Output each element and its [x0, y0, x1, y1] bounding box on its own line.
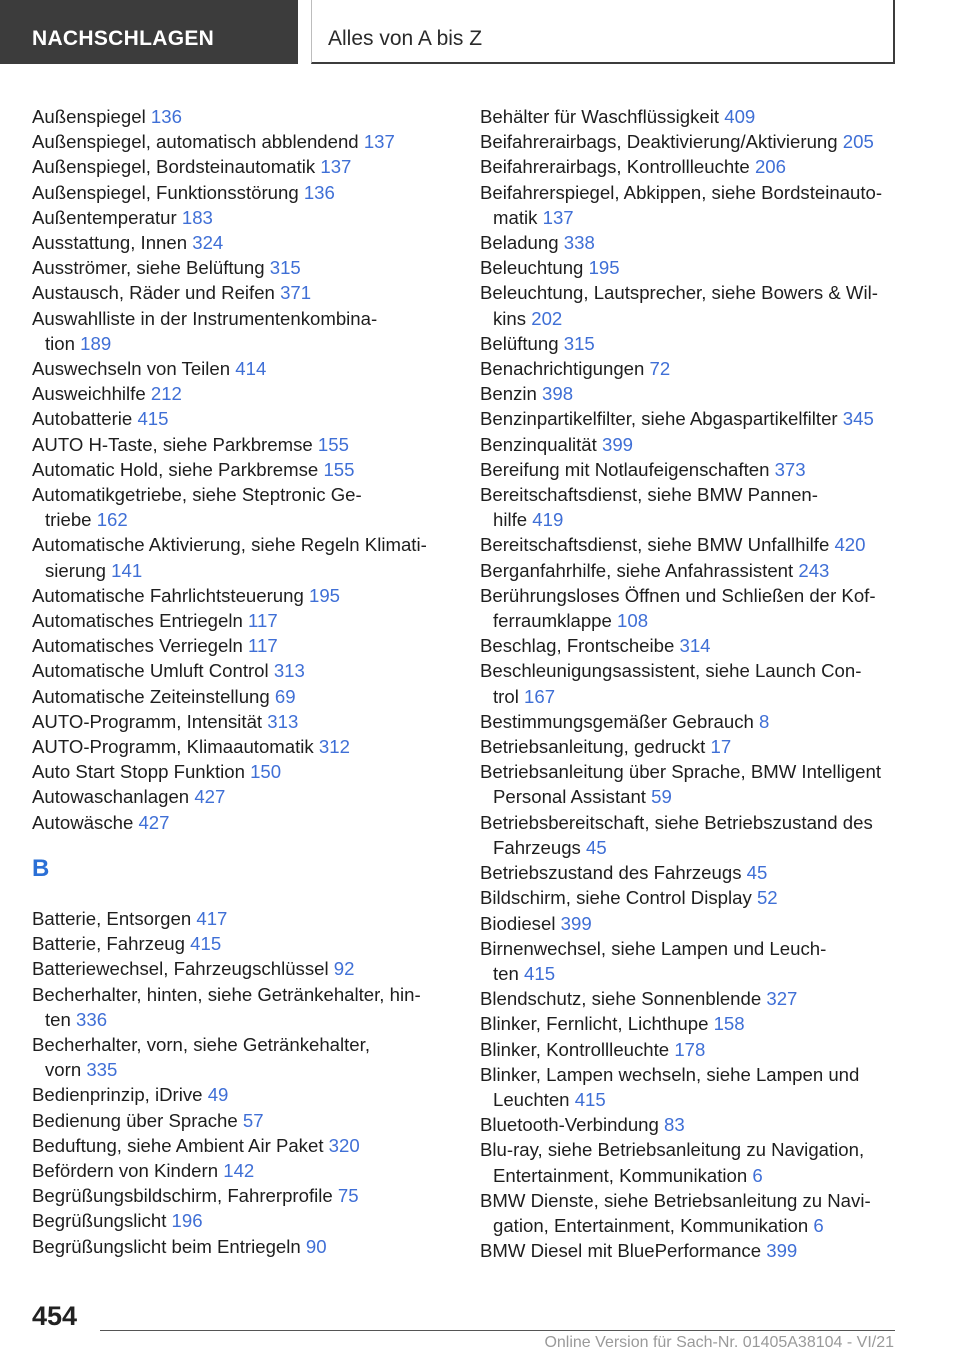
entry-text: Außenspiegel, Funktionsstörung [32, 181, 299, 203]
entry-text: Automatische Zeiteinstellung [32, 685, 270, 707]
page-reference-link[interactable]: 8 [759, 710, 770, 732]
index-entry [32, 230, 442, 255]
page-reference-link[interactable]: 136 [150, 106, 182, 127]
entry-text: Beleuchtung [480, 257, 584, 279]
entry-text: BMW Dienste, siehe Betriebsanleitung zu Navi‐ [480, 1189, 871, 1211]
entry-text: Beschleunigungsassistent, siehe Launch Con‐ [480, 660, 862, 682]
page-reference-link[interactable]: 399 [766, 1240, 798, 1262]
entry-text: Automatische Umluft Control [32, 660, 269, 682]
entry-text: Beduftung, siehe Ambient Air Paket [32, 1134, 324, 1156]
index-entry [32, 482, 442, 532]
entry-text: Automatic Hold, siehe Parkbremse [32, 458, 319, 480]
index-entry [32, 180, 442, 205]
index-entry [480, 911, 900, 936]
entry-text: Beschlag, Frontscheibe [480, 635, 675, 657]
page-reference-link[interactable]: 196 [171, 1210, 203, 1232]
index-entry [32, 759, 442, 784]
entry-text: Benzinqualität [480, 433, 597, 455]
index-entry [32, 1208, 442, 1233]
entry-text: Automatisches Entriegeln [32, 610, 243, 632]
entry-text: Ausstattung, Innen [32, 232, 188, 254]
index-entry [32, 1032, 442, 1082]
page-reference-link[interactable]: 189 [80, 332, 112, 354]
entry-text: Bestimmungsgemäßer Gebrauch [480, 710, 754, 732]
page-reference-link[interactable]: 417 [196, 907, 228, 929]
entry-text: Beifahrerspiegel, Abkippen, siehe Bordsteinauto‐ [480, 181, 883, 203]
entry-text: Beifahrerairbags, Kontrollleuchte [480, 156, 750, 178]
entry-text: Bereitschaftsdienst, siehe BMW Unfallhilfe [480, 534, 830, 556]
page-reference-link[interactable]: 415 [137, 408, 169, 430]
page-reference-link[interactable]: 167 [524, 685, 556, 707]
page-reference-link[interactable]: 158 [713, 1013, 745, 1035]
page-reference-link[interactable]: 414 [235, 358, 267, 380]
page-reference-link[interactable]: 108 [617, 610, 649, 632]
page-reference-link[interactable]: 427 [194, 786, 226, 808]
entry-text: Bedienprinzip, iDrive [32, 1084, 203, 1106]
page-reference-link[interactable]: 336 [76, 1008, 108, 1030]
entry-text: Betriebszustand des Fahrzeugs [480, 862, 742, 884]
entry-text-continued: gation, Entertainment, Kommunikation [493, 1214, 809, 1236]
index-entry [480, 129, 900, 154]
page-reference-link[interactable]: 137 [320, 156, 352, 178]
index-entry [480, 432, 900, 457]
index-entry [32, 956, 442, 981]
entry-text: Autobatterie [32, 408, 133, 430]
index-entry [480, 1062, 900, 1112]
page-reference-link[interactable]: 162 [96, 509, 128, 531]
page-title: Alles von A bis Z [328, 27, 483, 50]
entry-text: Autowaschanlagen [32, 786, 190, 808]
index-entry [480, 230, 900, 255]
entry-text: Benzinpartikelfilter, siehe Abgaspartikelfilter [480, 408, 838, 430]
page-reference-link[interactable]: 320 [328, 1134, 360, 1156]
page-reference-link[interactable]: 155 [317, 433, 349, 455]
index-entry [480, 331, 900, 356]
entry-text: Blinker, Fernlicht, Lichthupe [480, 1013, 709, 1035]
index-column-left [32, 104, 442, 1259]
index-entry [480, 759, 900, 809]
entry-text: Blu-ray, siehe Betriebsanleitung zu Navigation, [480, 1139, 865, 1161]
index-entry [32, 709, 442, 734]
entry-text: Autowäsche [32, 811, 134, 833]
entry-text: Benzin [480, 383, 537, 405]
index-entry [32, 1108, 442, 1133]
entry-text: Austausch, Räder und Reifen [32, 282, 275, 304]
entry-text-continued: kins [493, 307, 527, 329]
entry-text: Blendschutz, siehe Sonnenblende [480, 988, 762, 1010]
index-entry [32, 154, 442, 179]
index-entry [480, 810, 900, 860]
index-entry [480, 1037, 900, 1062]
index-entry [32, 205, 442, 230]
page-reference-link[interactable]: 57 [242, 1109, 264, 1131]
entry-text: Automatisches Verriegeln [32, 635, 243, 657]
index-entry [480, 658, 900, 708]
index-column-right [480, 104, 900, 1263]
page-reference-link[interactable]: 399 [560, 912, 592, 934]
entry-text: Biodiesel [480, 912, 556, 934]
entry-text-continued: hilfe [493, 509, 528, 531]
page-reference-link[interactable]: 427 [138, 811, 170, 833]
entry-text: Benachrichtigungen [480, 358, 645, 380]
entry-text: Batteriewechsel, Fahrzeugschlüssel [32, 958, 329, 980]
page-reference-link[interactable]: 409 [724, 106, 756, 127]
index-entry [32, 810, 442, 835]
entry-text: Automatikgetriebe, siehe Steptronic Ge‐ [32, 484, 362, 506]
index-entry [32, 784, 442, 809]
entry-text-continued: triebe [45, 509, 92, 531]
entry-text: AUTO-Programm, Intensität [32, 710, 263, 732]
page-reference-link[interactable]: 313 [273, 660, 305, 682]
index-entry [32, 306, 442, 356]
page-reference-link[interactable]: 212 [150, 383, 182, 405]
page-reference-link[interactable]: 69 [274, 685, 296, 707]
index-entry [32, 1133, 442, 1158]
page-number: 454 [32, 1301, 78, 1331]
entry-text: Becherhalter, hinten, siehe Getränkehalter, hin‐ [32, 983, 421, 1005]
page-reference-link[interactable]: 117 [248, 610, 278, 632]
entry-text-continued: Personal Assistant [493, 786, 646, 808]
index-entry [32, 684, 442, 709]
index-entry [32, 381, 442, 406]
index-entry [32, 255, 442, 280]
page-reference-link[interactable]: 178 [674, 1038, 706, 1060]
index-entry [32, 633, 442, 658]
index-entry [480, 1188, 900, 1238]
entry-text: AUTO-Programm, Klimaautomatik [32, 736, 314, 758]
index-entry [32, 1234, 442, 1259]
entry-text-continued: ten [493, 962, 519, 984]
index-entry [32, 734, 442, 759]
index-entry [32, 608, 442, 633]
page-reference-link[interactable]: 315 [269, 257, 301, 279]
index-entry [480, 532, 900, 557]
entry-text-continued: Entertainment, Kommunikation [493, 1164, 748, 1186]
entry-text: AUTO H-Taste, siehe Parkbremse [32, 433, 313, 455]
entry-text: Batterie, Entsorgen [32, 907, 192, 929]
page-reference-link[interactable]: 335 [86, 1059, 118, 1081]
entry-text: Bereifung mit Notlaufeigenschaften [480, 458, 770, 480]
footer-divider [100, 1330, 895, 1331]
page-reference-link[interactable]: 415 [190, 933, 222, 955]
index-entry [480, 986, 900, 1011]
page-reference-link[interactable]: 338 [563, 232, 595, 254]
index-entry [480, 356, 900, 381]
entry-text: Bluetooth-Verbindung [480, 1114, 659, 1136]
index-entry [32, 104, 442, 129]
page-reference-link[interactable]: 72 [649, 358, 671, 380]
index-list-right [480, 104, 900, 1263]
page-reference-link[interactable]: 183 [181, 206, 213, 228]
page-reference-link[interactable]: 373 [774, 458, 806, 480]
page-reference-link[interactable]: 117 [248, 635, 278, 657]
page-reference-link[interactable]: 324 [192, 232, 224, 254]
entry-text: Bedienung über Sprache [32, 1109, 238, 1131]
page-reference-link[interactable]: 243 [798, 559, 830, 581]
page-reference-link[interactable]: 92 [333, 958, 355, 980]
page-reference-link[interactable]: 141 [111, 559, 143, 581]
index-entry [480, 734, 900, 759]
index-entry [480, 558, 900, 583]
entry-text: Blinker, Lampen wechseln, siehe Lampen und [480, 1063, 860, 1085]
entry-text-continued: tion [45, 332, 75, 354]
footer-text: Online Version für Sach-Nr. 01405A38104 - VI/21 [544, 1334, 894, 1351]
index-entry [32, 931, 442, 956]
entry-text: Beladung [480, 232, 559, 254]
index-entry [480, 104, 900, 129]
entry-text: Begrüßungslicht [32, 1210, 167, 1232]
index-entry [480, 583, 900, 633]
entry-text: Betriebsbereitschaft, siehe Betriebszustand des [480, 811, 873, 833]
section-letter-b: B [32, 854, 50, 882]
page-reference-link[interactable]: 137 [363, 131, 395, 153]
entry-text: Birnenwechsel, siehe Lampen und Leuch‐ [480, 937, 827, 959]
page-reference-link[interactable]: 155 [323, 458, 355, 480]
page-reference-link[interactable]: 45 [586, 836, 607, 858]
entry-text: Berganfahrhilfe, siehe Anfahrassistent [480, 559, 794, 581]
index-entry [480, 381, 900, 406]
entry-text: Ausströmer, siehe Belüftung [32, 257, 265, 279]
section-label: NACHSCHLAGEN [32, 27, 215, 50]
page-reference-link[interactable]: 371 [280, 282, 312, 304]
entry-text: Außentemperatur [32, 206, 177, 228]
index-entry [480, 1137, 900, 1187]
entry-text: Außenspiegel, Bordsteinautomatik [32, 156, 316, 178]
page-reference-link[interactable]: 52 [756, 887, 778, 909]
entry-text-continued: trol [493, 685, 519, 707]
page-reference-link[interactable]: 59 [651, 786, 672, 808]
entry-text: Batterie, Fahrzeug [32, 933, 185, 955]
index-entry [32, 406, 442, 431]
page-reference-link[interactable]: 202 [531, 307, 563, 329]
page-reference-link[interactable]: 49 [207, 1084, 229, 1106]
entry-text: Belüftung [480, 332, 559, 354]
page-reference-link[interactable]: 6 [813, 1214, 824, 1236]
entry-text: Außenspiegel, automatisch abblendend [32, 131, 359, 153]
entry-text-continued: sierung [45, 559, 106, 581]
entry-text: Auswechseln von Teilen [32, 358, 231, 380]
page-reference-link[interactable]: 195 [588, 257, 620, 279]
page-reference-link[interactable]: 136 [303, 181, 335, 203]
index-entry [32, 356, 442, 381]
entry-text: Bildschirm, siehe Control Display [480, 887, 752, 909]
page-reference-link[interactable]: 205 [842, 131, 874, 153]
index-entry [32, 280, 442, 305]
entry-text: Begrüßungslicht beim Entriegeln [32, 1235, 301, 1257]
index-entry [480, 280, 900, 330]
index-entry [480, 406, 900, 431]
page-reference-link[interactable]: 150 [250, 761, 282, 783]
entry-text: Becherhalter, vorn, siehe Getränkehalter, [32, 1033, 370, 1055]
page-reference-link[interactable]: 17 [710, 736, 732, 758]
entry-text: Befördern von Kindern [32, 1159, 219, 1181]
page-reference-link[interactable]: 327 [766, 988, 798, 1010]
entry-text: Berührungsloses Öffnen und Schließen der Kof‐ [480, 584, 876, 606]
index-entry [480, 482, 900, 532]
page-reference-link[interactable]: 312 [318, 736, 350, 758]
page-reference-link[interactable]: 314 [679, 635, 711, 657]
page-reference-link[interactable]: 315 [563, 332, 595, 354]
index-entry [32, 982, 442, 1032]
index-entry [480, 885, 900, 910]
page-header [311, 0, 895, 64]
entry-text: Beifahrerairbags, Deaktivierung/Aktivierung [480, 131, 838, 153]
page-reference-link[interactable]: 345 [842, 408, 874, 430]
index-entry [32, 1082, 442, 1107]
entry-text: Bereitschaftsdienst, siehe BMW Pannen‐ [480, 484, 818, 506]
page-reference-link[interactable]: 137 [542, 206, 574, 228]
page-reference-link[interactable]: 83 [664, 1114, 685, 1136]
page-reference-link[interactable]: 90 [305, 1235, 327, 1257]
index-entry [480, 633, 900, 658]
index-entry [32, 432, 442, 457]
page-reference-link[interactable]: 142 [223, 1159, 255, 1181]
index-list-a [32, 104, 442, 835]
entry-text-continued: Fahrzeugs [493, 836, 581, 858]
index-entry [32, 129, 442, 154]
entry-text: Automatische Fahrlichtsteuerung [32, 584, 304, 606]
index-entry [480, 180, 900, 230]
section-tab [0, 0, 298, 64]
entry-text: Beleuchtung, Lautsprecher, siehe Bowers & Wil‐ [480, 282, 878, 304]
index-entry [480, 255, 900, 280]
entry-text-continued: vorn [45, 1059, 82, 1081]
entry-text: Auto Start Stopp Funktion [32, 761, 245, 783]
entry-text: Automatische Aktivierung, siehe Regeln Klimati‐ [32, 534, 427, 556]
entry-text: Auswahlliste in der Instrumentenkombina‐ [32, 307, 378, 329]
entry-text-continued: Leuchten [493, 1088, 570, 1110]
page-reference-link[interactable]: 195 [309, 584, 341, 606]
page-reference-link[interactable]: 420 [834, 534, 866, 556]
entry-text: Ausweichhilfe [32, 383, 146, 405]
index-entry [480, 154, 900, 179]
entry-text: BMW Diesel mit BluePerformance [480, 1240, 762, 1262]
index-entry [32, 532, 442, 582]
page-reference-link[interactable]: 415 [524, 962, 556, 984]
entry-text-continued: ferraumklappe [493, 610, 612, 632]
index-entry [32, 583, 442, 608]
index-entry [32, 658, 442, 683]
index-entry [32, 906, 442, 931]
index-entry [480, 709, 900, 734]
index-entry [480, 1011, 900, 1036]
page-reference-link[interactable]: 75 [337, 1185, 359, 1207]
page-reference-link[interactable]: 313 [267, 710, 299, 732]
page-reference-link[interactable]: 45 [746, 862, 768, 884]
entry-text: Betriebsanleitung, gedruckt [480, 736, 706, 758]
index-entry [32, 1158, 442, 1183]
index-entry [32, 1183, 442, 1208]
index-entry [32, 457, 442, 482]
entry-text: Begrüßungsbildschirm, Fahrerprofile [32, 1185, 333, 1207]
index-entry [480, 1112, 900, 1137]
entry-text: Behälter für Waschflüssigkeit [480, 106, 720, 127]
page-reference-link[interactable]: 399 [601, 433, 634, 455]
entry-text: Blinker, Kontrollleuchte [480, 1038, 670, 1060]
entry-text-continued: ten [45, 1008, 71, 1030]
index-entry [480, 457, 900, 482]
index-entry [480, 1238, 900, 1263]
page-reference-link[interactable]: 415 [574, 1088, 606, 1110]
index-entry [480, 860, 900, 885]
entry-text: Betriebsanleitung über Sprache, BMW Intelligent [480, 761, 882, 783]
page-reference-link[interactable]: 206 [754, 156, 786, 178]
entry-text-continued: matik [493, 206, 538, 228]
page-reference-link[interactable]: 6 [752, 1164, 763, 1186]
index-entry [480, 936, 900, 986]
page-reference-link[interactable]: 419 [532, 509, 564, 531]
index-list-b [32, 906, 442, 1259]
page-reference-link[interactable]: 398 [542, 383, 574, 405]
entry-text: Außenspiegel [32, 106, 146, 127]
